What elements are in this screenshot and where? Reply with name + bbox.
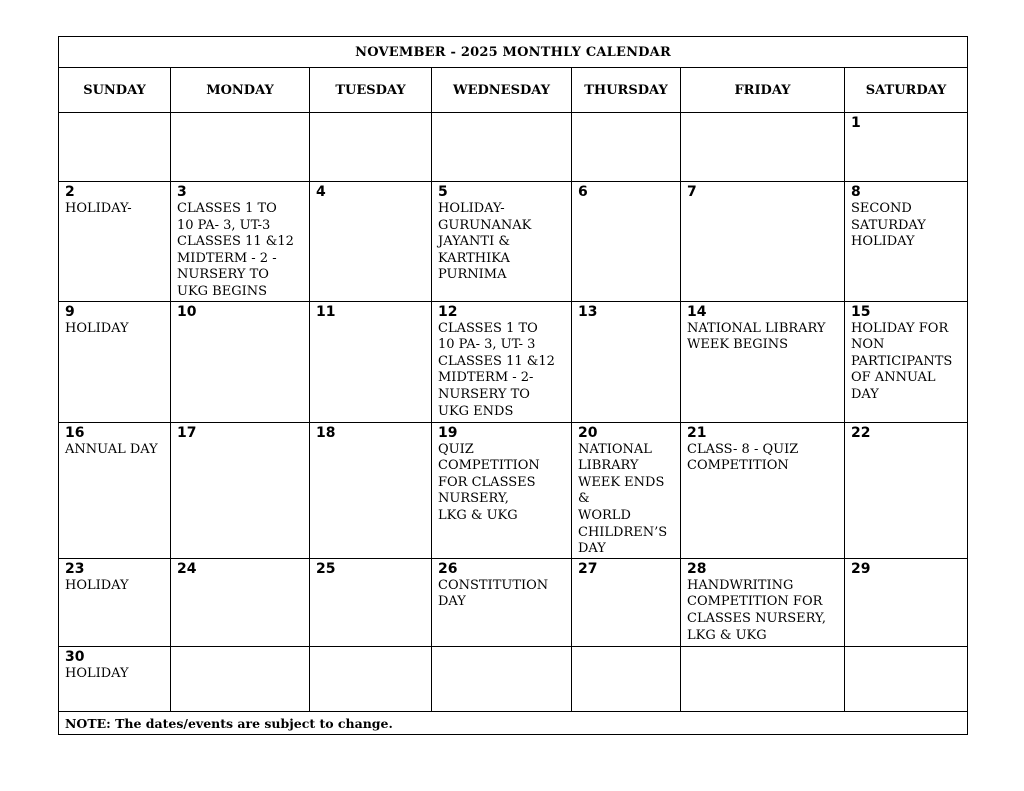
day-cell (432, 182, 572, 302)
day-number: 12 (438, 303, 458, 320)
day-cell (845, 646, 968, 711)
title-row (59, 37, 968, 68)
day-event: CLASSES 1 TO 10 PA- 3, UT-3 CLASSES 11 &12 MIDTERM - 2 - NURSERY TO UKG BEGINS (177, 201, 294, 299)
day-cell (681, 301, 845, 422)
day-event: CLASSES 1 TO 10 PA- 3, UT- 3 CLASSES 11 &12 MIDTERM - 2- NURSERY TO UKG ENDS (438, 320, 555, 419)
day-cell (310, 182, 432, 302)
week-row (59, 113, 968, 182)
day-number: 13 (578, 303, 598, 320)
week-row (59, 646, 968, 711)
day-number: 29 (851, 560, 871, 577)
day-cell (310, 301, 432, 422)
day-cell (572, 558, 681, 646)
day-cell (59, 646, 171, 711)
day-number: 18 (316, 424, 336, 441)
day-cell (310, 646, 432, 711)
day-number: 3 (177, 184, 187, 200)
day-cell (845, 301, 968, 422)
day-cell (432, 646, 572, 711)
day-event: HOLIDAY (65, 320, 129, 336)
day-number: 21 (687, 424, 707, 441)
day-number: 7 (687, 184, 697, 200)
day-number: 22 (851, 424, 871, 441)
weekday-header: THURSDAY (572, 68, 681, 113)
day-number: 23 (65, 560, 85, 577)
weekday-header: TUESDAY (310, 68, 432, 113)
day-cell (845, 422, 968, 558)
day-cell (171, 113, 310, 182)
week-row (59, 422, 968, 558)
week-row (59, 182, 968, 302)
calendar-body (59, 113, 968, 712)
day-cell (171, 422, 310, 558)
day-event: HOLIDAY FOR NON PARTICIPANTS OF ANNUAL DAY (851, 320, 953, 402)
day-event: NATIONAL LIBRARY WEEK ENDS & WORLD CHILDREN’S DAY (578, 441, 668, 557)
day-cell (171, 558, 310, 646)
week-row (59, 558, 968, 646)
day-cell (681, 182, 845, 302)
day-number: 10 (177, 303, 197, 320)
day-event: CONSTITUTION DAY (438, 577, 549, 610)
day-event: HOLIDAY- (65, 201, 132, 216)
day-number: 27 (578, 560, 598, 577)
day-cell (681, 113, 845, 182)
day-cell (171, 646, 310, 711)
day-cell (59, 422, 171, 558)
day-cell (432, 422, 572, 558)
day-cell (845, 113, 968, 182)
day-number: 1 (851, 115, 861, 131)
weekday-header: FRIDAY (681, 68, 845, 113)
day-cell (59, 301, 171, 422)
day-event: HANDWRITING COMPETITION FOR CLASSES NURSERY, LKG & UKG (687, 577, 827, 643)
day-cell (572, 646, 681, 711)
day-event: ANNUAL DAY (65, 441, 158, 457)
day-number: 8 (851, 184, 861, 200)
day-number: 28 (687, 560, 707, 577)
day-number: 16 (65, 424, 85, 441)
day-event: HOLIDAY (65, 665, 129, 681)
day-cell (572, 422, 681, 558)
day-number: 25 (316, 560, 336, 577)
day-cell (59, 113, 171, 182)
weekday-header: WEDNESDAY (432, 68, 572, 113)
day-number: 30 (65, 648, 85, 665)
day-cell (59, 182, 171, 302)
day-number: 11 (316, 303, 336, 320)
day-number: 24 (177, 560, 197, 577)
week-row (59, 301, 968, 422)
day-cell (310, 558, 432, 646)
day-event: CLASS- 8 - QUIZ COMPETITION (687, 441, 799, 474)
day-number: 19 (438, 424, 458, 441)
day-cell (59, 558, 171, 646)
day-event: NATIONAL LIBRARY WEEK BEGINS (687, 320, 826, 353)
day-cell (845, 558, 968, 646)
day-cell (171, 182, 310, 302)
day-event: HOLIDAY- GURUNANAK JAYANTI & KARTHIKA PURNIMA (438, 201, 532, 283)
day-event: HOLIDAY (65, 577, 129, 593)
day-number: 6 (578, 184, 588, 200)
note-row (59, 711, 968, 734)
day-cell (681, 558, 845, 646)
weekday-header: SUNDAY (59, 68, 171, 113)
day-event: SECOND SATURDAY HOLIDAY (851, 201, 926, 250)
day-cell (572, 113, 681, 182)
day-cell (432, 113, 572, 182)
day-event: QUIZ COMPETITION FOR CLASSES NURSERY, LKG & UKG (438, 441, 540, 523)
day-cell (572, 182, 681, 302)
day-number: 2 (65, 184, 75, 200)
day-number: 26 (438, 560, 458, 577)
weekday-header: SATURDAY (845, 68, 968, 113)
day-cell (310, 422, 432, 558)
day-cell (572, 301, 681, 422)
day-cell (681, 422, 845, 558)
day-number: 5 (438, 184, 448, 200)
weekday-header: MONDAY (171, 68, 310, 113)
day-number: 4 (316, 184, 326, 200)
day-cell (681, 646, 845, 711)
day-cell (310, 113, 432, 182)
day-number: 15 (851, 303, 871, 320)
day-number: 20 (578, 424, 598, 441)
day-cell (845, 182, 968, 302)
calendar-title: NOVEMBER - 2025 MONTHLY CALENDAR (59, 37, 968, 68)
day-number: 17 (177, 424, 197, 441)
day-cell (171, 301, 310, 422)
day-cell (432, 301, 572, 422)
day-number: 9 (65, 303, 75, 320)
note-text: NOTE: The dates/events are subject to change. (59, 711, 968, 734)
day-cell (432, 558, 572, 646)
day-number: 14 (687, 303, 707, 320)
weekday-header-row (59, 68, 968, 113)
calendar-table (58, 36, 968, 735)
